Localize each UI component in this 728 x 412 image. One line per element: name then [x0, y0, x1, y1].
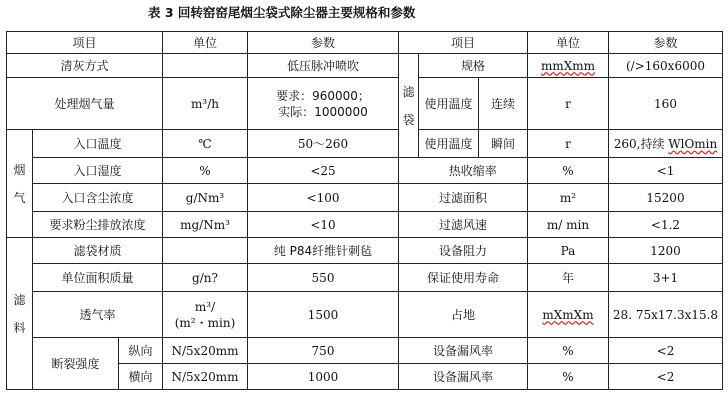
table-row: [7, 338, 723, 364]
table-row: [7, 158, 723, 184]
leak-unit-2: %: [528, 364, 609, 390]
temp-inst-param-a: 260,持续: [613, 137, 669, 151]
leak-label-2: 设备漏风率: [399, 364, 528, 390]
lifetime-param: 3+1: [609, 264, 723, 292]
inlet-hum-param: <25: [248, 158, 399, 184]
inlet-hum-label: 入口湿度: [33, 158, 163, 184]
table-title: 表 3 回转窑窑尾烟尘袋式除尘器主要规格和参数: [148, 5, 416, 20]
temp-inst-label: 使用温度: [419, 130, 479, 158]
table-row: [7, 78, 723, 130]
strength-trans-sub: 横向: [119, 364, 163, 390]
temp-cont-label: 使用温度: [419, 78, 479, 130]
mass-unit: g/n?: [163, 264, 248, 292]
permeability-unit-line1: m³/: [194, 299, 216, 314]
filter-velocity-param: <1.2: [609, 212, 723, 238]
material-unit: [163, 238, 248, 264]
footprint-label: 占地: [399, 292, 528, 338]
permeability-unit-line2: (m²・min): [174, 315, 236, 330]
resistance-param: 1200: [609, 238, 723, 264]
cleaning-param: 低压脉冲喷吹: [248, 54, 399, 78]
group-media: 滤料: [7, 238, 33, 390]
volume-actual: 实际：1000000: [278, 104, 368, 119]
footprint-unit: [528, 292, 609, 338]
table-row: [7, 184, 723, 212]
inlet-temp-param: 50～260: [248, 130, 399, 158]
permeability-param: 1500: [248, 292, 399, 338]
strength-trans-unit: N/5x20mm: [163, 364, 248, 390]
spec-unit: [528, 54, 609, 78]
volume-param: [248, 78, 399, 130]
spec-param: (/>160x6000: [609, 54, 723, 78]
temp-cont-param: 160: [609, 78, 723, 130]
table-row: [7, 54, 723, 78]
inlet-dust-unit: g/Nm³: [163, 184, 248, 212]
inlet-hum-unit: %: [163, 158, 248, 184]
strength-label: 断裂强度: [33, 338, 119, 390]
inlet-temp-label: 入口温度: [33, 130, 163, 158]
group-bag: 滤袋: [399, 54, 419, 158]
lifetime-label: 保证使用寿命: [399, 264, 528, 292]
strength-long-unit: N/5x20mm: [163, 338, 248, 364]
table-row: [7, 264, 723, 292]
temp-inst-unit: r: [528, 130, 609, 158]
material-label: 滤袋材质: [33, 238, 163, 264]
header-unit-right: 单位: [528, 32, 609, 54]
header-item-right: 项目: [399, 32, 528, 54]
lifetime-unit: 年: [528, 264, 609, 292]
resistance-unit: Pa: [528, 238, 609, 264]
table-row: [7, 292, 723, 338]
inlet-temp-unit: ℃: [163, 130, 248, 158]
emission-label: 要求粉尘排放浓度: [33, 212, 163, 238]
shrink-unit: %: [528, 158, 609, 184]
permeability-label: 透气率: [33, 292, 163, 338]
temp-cont-unit: r: [528, 78, 609, 130]
temp-inst-param-b: WlOmin: [668, 137, 718, 151]
volume-label: 处理烟气量: [7, 78, 163, 130]
header-param-right: 参数: [609, 32, 723, 54]
header-row: [7, 32, 723, 54]
filter-velocity-unit: m/ min: [528, 212, 609, 238]
leak-param-2: <2: [609, 364, 723, 390]
table-row: [7, 212, 723, 238]
header-item: 项目: [7, 32, 163, 54]
filter-area-unit: m²: [528, 184, 609, 212]
spec-label: 规格: [419, 54, 528, 78]
shrink-spacer: [399, 158, 419, 184]
leak-unit-1: %: [528, 338, 609, 364]
header-param: 参数: [248, 32, 399, 54]
strength-long-param: 750: [248, 338, 399, 364]
leak-label-1: 设备漏风率: [399, 338, 528, 364]
temp-inst-param: [609, 130, 723, 158]
strength-long-sub: 纵向: [119, 338, 163, 364]
group-gas: 烟气: [7, 130, 33, 238]
shrink-param: <1: [609, 158, 723, 184]
volume-required: 要求：960000；: [276, 88, 370, 103]
volume-unit: m³/h: [163, 78, 248, 130]
filter-area-param: 15200: [609, 184, 723, 212]
spec-unit-text: mmXmm: [540, 58, 596, 73]
cleaning-unit: [163, 54, 248, 78]
shrink-label: 热收缩率: [419, 158, 528, 184]
header-unit: 单位: [163, 32, 248, 54]
material-param: 纯 P84纤维针刺毡: [248, 238, 399, 264]
table-row: [7, 238, 723, 264]
filter-velocity-label: 过滤风速: [399, 212, 528, 238]
temp-cont-sub: 连续: [479, 78, 528, 130]
cleaning-label: 清灰方式: [7, 54, 163, 78]
footprint-param: 28. 75x17.3x15.8: [609, 292, 723, 338]
inlet-dust-label: 入口含尘浓度: [33, 184, 163, 212]
emission-unit: mg/Nm³: [163, 212, 248, 238]
permeability-unit: [163, 292, 248, 338]
table-row: [7, 130, 723, 158]
mass-param: 550: [248, 264, 399, 292]
footprint-unit-text: mXmXm: [542, 307, 594, 322]
inlet-dust-param: <100: [248, 184, 399, 212]
filter-area-label: 过滤面积: [399, 184, 528, 212]
resistance-label: 设备阻力: [399, 238, 528, 264]
mass-label: 单位面积质量: [33, 264, 163, 292]
spec-table: [6, 31, 723, 390]
emission-param: <10: [248, 212, 399, 238]
temp-inst-sub: 瞬间: [479, 130, 528, 158]
leak-param-1: <2: [609, 338, 723, 364]
strength-trans-param: 1000: [248, 364, 399, 390]
